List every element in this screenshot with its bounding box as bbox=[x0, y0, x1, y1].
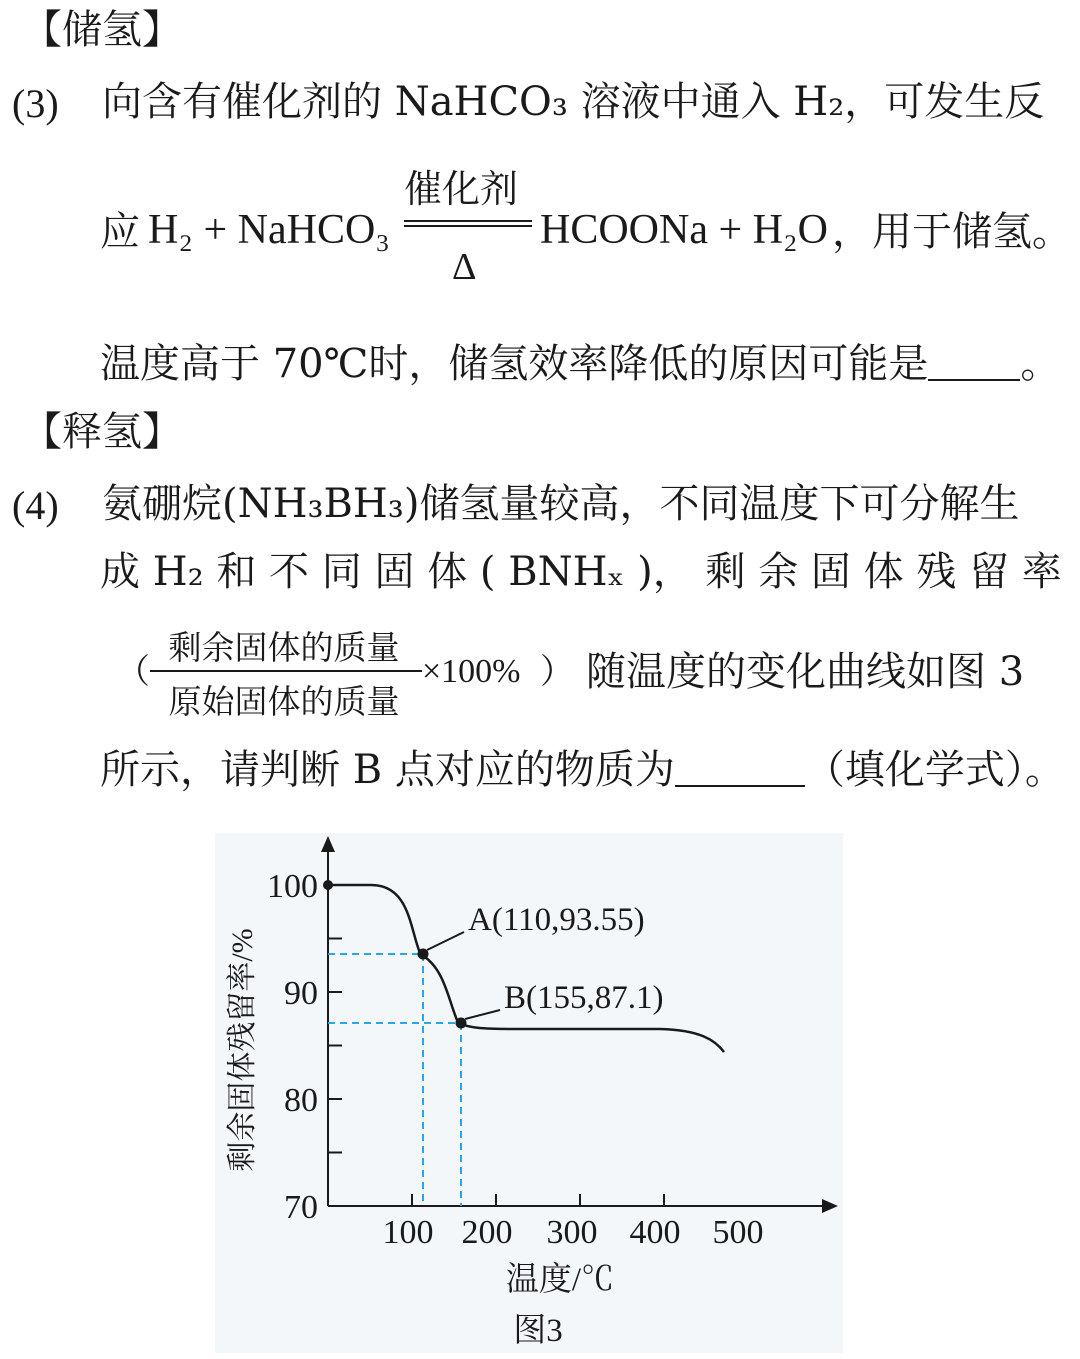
x-tick-label: 400 bbox=[629, 1214, 681, 1251]
y-tick-label: 80 bbox=[284, 1082, 318, 1119]
q3-eq-right: HCOONa + H₂O bbox=[540, 207, 828, 253]
q4-line2: 成 H₂ 和 不 同 固 体 ( BNHₓ )， 剩 余 固 体 残 留 率 bbox=[100, 549, 1062, 595]
data-point-b bbox=[456, 1018, 467, 1029]
q3-eq-catalyst: 催化剂 bbox=[404, 167, 519, 211]
q4-frac-times: ×100% bbox=[422, 653, 521, 690]
q4-frac-open: （ bbox=[116, 652, 150, 692]
y-tick-label: 90 bbox=[284, 975, 318, 1012]
data-point-start bbox=[323, 880, 333, 890]
q4-frac-close: ） bbox=[540, 652, 574, 692]
q3-eq-suffix: ，用于储氢。 bbox=[832, 209, 1072, 255]
q4-line4-end: （填化学式）。 bbox=[804, 747, 1065, 793]
q4-line1: 氨硼烷(NH₃BH₃)储氢量较高，不同温度下可分解生 bbox=[102, 481, 1020, 527]
q4-line3-rest: 随温度的变化曲线如图 3 bbox=[586, 649, 1025, 695]
y-axis-arrow bbox=[321, 836, 335, 852]
figure-caption: 图3 bbox=[513, 1313, 563, 1349]
q4-line4-text: 所示，请判断 B 点对应的物质为 bbox=[100, 747, 675, 793]
x-tick-label: 500 bbox=[712, 1214, 764, 1251]
annotation-leader bbox=[465, 1010, 500, 1019]
y-tick-label: 70 bbox=[284, 1189, 318, 1226]
y-axis-label: 剩余固体残留率/% bbox=[226, 928, 259, 1172]
x-axis-label: 温度/℃ bbox=[505, 1262, 615, 1298]
q4-frac-denominator: 原始固体的质量 bbox=[168, 682, 400, 721]
q3-line3-end: 。 bbox=[1020, 341, 1061, 387]
q4-number: (4) bbox=[12, 483, 59, 528]
annotation-label-b: B(155,87.1) bbox=[504, 980, 664, 1016]
section-title-release: 【释氢】 bbox=[22, 409, 182, 455]
annotation-leader bbox=[427, 932, 464, 950]
x-axis-arrow bbox=[822, 1199, 838, 1213]
q3-line3-text: 温度高于 70℃时，储氢效率降低的原因可能是 bbox=[100, 341, 929, 387]
annotation-label-a: A(110,93.55) bbox=[468, 902, 645, 938]
q3-eq-delta: Δ bbox=[452, 246, 477, 288]
x-tick-label: 100 bbox=[382, 1214, 434, 1251]
q3-eq-left: H₂ + NaHCO₃ bbox=[148, 207, 390, 253]
x-tick-label: 200 bbox=[461, 1214, 513, 1251]
data-point-a bbox=[418, 949, 429, 960]
section-title-storage: 【储氢】 bbox=[22, 7, 182, 53]
q3-number: (3) bbox=[12, 81, 59, 126]
q3-line1: 向含有催化剂的 NaHCO₃ 溶液中通入 H₂，可发生反 bbox=[102, 79, 1045, 125]
y-tick-label: 100 bbox=[267, 868, 318, 905]
q3-eq-prefix: 应 bbox=[100, 209, 140, 255]
x-tick-label: 300 bbox=[546, 1214, 598, 1251]
q4-frac-numerator: 剩余固体的质量 bbox=[168, 628, 400, 667]
